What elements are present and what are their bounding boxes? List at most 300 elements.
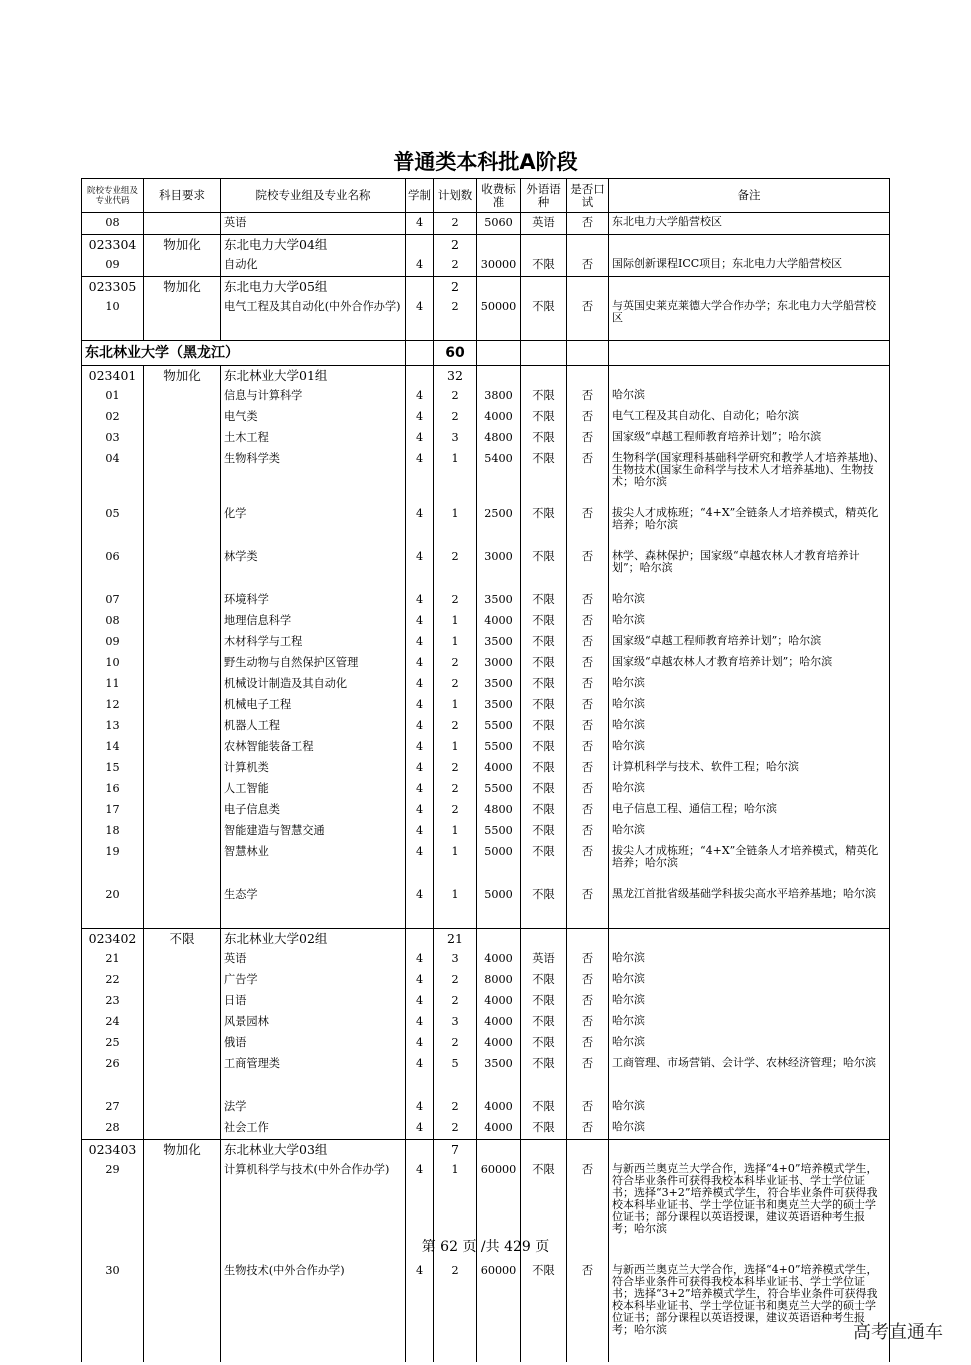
major-oral: 否 [567, 1160, 609, 1261]
major-lang: 不限 [521, 1012, 567, 1033]
table-row [82, 779, 890, 800]
major-oral: 否 [567, 885, 609, 929]
major-lang: 不限 [521, 1097, 567, 1118]
major-oral: 否 [567, 949, 609, 970]
major-years: 4 [406, 255, 434, 277]
major-fee: 4800 [477, 428, 521, 449]
group-subject: 物加化 [144, 366, 221, 387]
table-row [82, 674, 890, 695]
group-02 [82, 929, 890, 1140]
group-name: 东北林业大学02组 [221, 929, 406, 950]
major-code: 13 [82, 716, 144, 737]
major-plan: 2 [434, 297, 477, 341]
major-name: 社会工作 [221, 1118, 406, 1140]
major-plan: 2 [434, 800, 477, 821]
major-note: 哈尔滨 [609, 1118, 890, 1140]
major-fee: 3500 [477, 590, 521, 611]
major-note: 林学、森林保护；国家级“卓越农林人才教育培养计划”；哈尔滨 [609, 547, 890, 590]
table-row [82, 632, 890, 653]
major-oral: 否 [567, 1097, 609, 1118]
major-code: 20 [82, 885, 144, 929]
major-note: 计算机科学与技术、软件工程；哈尔滨 [609, 758, 890, 779]
major-years: 4 [406, 1261, 434, 1362]
major-fee: 3000 [477, 653, 521, 674]
major-lang: 不限 [521, 842, 567, 885]
major-plan: 1 [434, 737, 477, 758]
major-note: 电气工程及其自动化、自动化；哈尔滨 [609, 407, 890, 428]
major-code: 18 [82, 821, 144, 842]
major-years: 4 [406, 949, 434, 970]
major-code: 29 [82, 1160, 144, 1261]
major-code: 08 [82, 611, 144, 632]
table-row [82, 213, 890, 235]
major-oral: 否 [567, 779, 609, 800]
major-fee: 50000 [477, 297, 521, 341]
major-code: 16 [82, 779, 144, 800]
admission-plan-table [81, 178, 890, 1362]
major-name: 化学 [221, 504, 406, 547]
major-fee: 4000 [477, 407, 521, 428]
major-lang: 不限 [521, 1054, 567, 1097]
major-note: 哈尔滨 [609, 1033, 890, 1054]
major-name: 自动化 [221, 255, 406, 277]
major-fee: 30000 [477, 255, 521, 277]
major-fee: 5500 [477, 737, 521, 758]
major-lang: 不限 [521, 1033, 567, 1054]
major-lang: 不限 [521, 449, 567, 504]
major-oral: 否 [567, 695, 609, 716]
table-row [82, 821, 890, 842]
major-plan: 1 [434, 695, 477, 716]
major-name: 计算机类 [221, 758, 406, 779]
table-row [82, 504, 890, 547]
group-name: 东北林业大学01组 [221, 366, 406, 387]
major-note: 与英国史莱克莱德大学合作办学；东北电力大学船营校区 [609, 297, 890, 341]
major-oral: 否 [567, 842, 609, 885]
group-023305 [82, 277, 890, 341]
major-plan: 3 [434, 949, 477, 970]
major-note: 与新西兰奥克兰大学合作，选择“4+0”培养模式学生，符合毕业条件可获得我校本科毕业证书、学士学位证书；选择“3+2”培养模式学生，符合毕业条件可获得我校本科毕业证书、学士学位证书和奥克兰大学的硕士学位证书；部分课程以英语授课，建议英语语种考生报考；哈尔滨 [609, 1160, 890, 1261]
major-oral: 否 [567, 632, 609, 653]
major-name: 英语 [221, 213, 406, 235]
group-subject: 物加化 [144, 277, 221, 298]
major-oral: 否 [567, 407, 609, 428]
major-plan: 2 [434, 674, 477, 695]
major-code: 23 [82, 991, 144, 1012]
major-plan: 2 [434, 590, 477, 611]
table-row [82, 1012, 890, 1033]
major-plan: 1 [434, 611, 477, 632]
major-fee: 3800 [477, 386, 521, 407]
major-fee: 8000 [477, 970, 521, 991]
major-name: 英语 [221, 949, 406, 970]
major-note: 国家级“卓越工程师教育培养计划”；哈尔滨 [609, 428, 890, 449]
table-header-row [82, 179, 890, 213]
major-fee: 4000 [477, 1033, 521, 1054]
major-note: 哈尔滨 [609, 611, 890, 632]
major-oral: 否 [567, 1033, 609, 1054]
major-name: 电子信息类 [221, 800, 406, 821]
group-name: 东北电力大学04组 [221, 235, 406, 256]
group-header-row [82, 366, 890, 387]
table-row [82, 386, 890, 407]
major-name: 木材科学与工程 [221, 632, 406, 653]
major-name: 林学类 [221, 547, 406, 590]
major-name: 生物科学类 [221, 449, 406, 504]
major-code: 02 [82, 407, 144, 428]
table-row [82, 1054, 890, 1097]
major-fee: 3500 [477, 632, 521, 653]
major-code: 12 [82, 695, 144, 716]
university-plan: 60 [434, 341, 477, 366]
group-header-row [82, 235, 890, 256]
major-lang: 不限 [521, 674, 567, 695]
group-plan: 7 [434, 1140, 477, 1161]
major-years: 4 [406, 885, 434, 929]
major-oral: 否 [567, 590, 609, 611]
major-years: 4 [406, 758, 434, 779]
major-note: 拔尖人才成栋班；“4+X”全链条人才培养模式，精英化培养；哈尔滨 [609, 504, 890, 547]
major-lang: 不限 [521, 428, 567, 449]
major-years: 4 [406, 547, 434, 590]
major-fee: 5060 [477, 213, 521, 235]
major-plan: 1 [434, 821, 477, 842]
major-plan: 2 [434, 970, 477, 991]
major-code: 08 [82, 213, 144, 235]
group-01 [82, 366, 890, 929]
major-lang: 不限 [521, 407, 567, 428]
group-subject: 不限 [144, 929, 221, 950]
group-code: 023402 [82, 929, 144, 950]
major-years: 4 [406, 386, 434, 407]
major-note: 哈尔滨 [609, 821, 890, 842]
major-lang: 不限 [521, 1118, 567, 1140]
major-note: 东北电力大学船营校区 [609, 213, 890, 235]
major-note: 哈尔滨 [609, 695, 890, 716]
major-years: 4 [406, 1097, 434, 1118]
major-plan: 1 [434, 1160, 477, 1261]
major-oral: 否 [567, 428, 609, 449]
group-code: 023304 [82, 235, 144, 256]
major-years: 4 [406, 213, 434, 235]
table-row [82, 255, 890, 277]
major-note: 国家级“卓越工程师教育培养计划”；哈尔滨 [609, 632, 890, 653]
major-code: 27 [82, 1097, 144, 1118]
major-note: 哈尔滨 [609, 1097, 890, 1118]
major-years: 4 [406, 970, 434, 991]
major-fee: 4000 [477, 1012, 521, 1033]
major-years: 4 [406, 674, 434, 695]
major-years: 4 [406, 991, 434, 1012]
major-oral: 否 [567, 1118, 609, 1140]
group-header-row [82, 277, 890, 298]
major-years: 4 [406, 428, 434, 449]
major-name: 生态学 [221, 885, 406, 929]
major-note: 哈尔滨 [609, 991, 890, 1012]
group-023304 [82, 235, 890, 277]
major-lang: 不限 [521, 800, 567, 821]
group-plan: 21 [434, 929, 477, 950]
major-name: 机械设计制造及其自动化 [221, 674, 406, 695]
major-years: 4 [406, 716, 434, 737]
major-note: 哈尔滨 [609, 779, 890, 800]
group-plan: 32 [434, 366, 477, 387]
major-oral: 否 [567, 674, 609, 695]
major-oral: 否 [567, 504, 609, 547]
header-years: 学制 [406, 179, 434, 213]
major-oral: 否 [567, 821, 609, 842]
major-years: 4 [406, 842, 434, 885]
major-fee: 4000 [477, 758, 521, 779]
major-fee: 5000 [477, 842, 521, 885]
major-name: 环境科学 [221, 590, 406, 611]
major-oral: 否 [567, 758, 609, 779]
group-header-row [82, 929, 890, 950]
major-code: 01 [82, 386, 144, 407]
table-row [82, 970, 890, 991]
major-code: 24 [82, 1012, 144, 1033]
major-code: 17 [82, 800, 144, 821]
major-fee: 3500 [477, 695, 521, 716]
major-plan: 2 [434, 1033, 477, 1054]
major-years: 4 [406, 504, 434, 547]
major-lang: 不限 [521, 297, 567, 341]
major-code: 04 [82, 449, 144, 504]
page-footer: 第 62 页 /共 429 页 [421, 1239, 550, 1255]
major-lang: 不限 [521, 885, 567, 929]
major-code: 10 [82, 297, 144, 341]
major-name: 广告学 [221, 970, 406, 991]
major-years: 4 [406, 695, 434, 716]
major-fee: 5400 [477, 449, 521, 504]
major-note: 工商管理、市场营销、会计学、农林经济管理；哈尔滨 [609, 1054, 890, 1097]
major-lang: 不限 [521, 632, 567, 653]
page-title: 普通类本科批A阶段 [393, 150, 578, 174]
table-row [82, 800, 890, 821]
major-plan: 1 [434, 504, 477, 547]
table-row [82, 1033, 890, 1054]
major-name: 法学 [221, 1097, 406, 1118]
major-lang: 不限 [521, 653, 567, 674]
major-oral: 否 [567, 716, 609, 737]
major-note: 哈尔滨 [609, 737, 890, 758]
table-row [82, 1261, 890, 1362]
group-plan: 2 [434, 235, 477, 256]
major-years: 4 [406, 407, 434, 428]
major-note: 哈尔滨 [609, 1012, 890, 1033]
major-lang: 不限 [521, 779, 567, 800]
table-row [82, 695, 890, 716]
major-plan: 1 [434, 632, 477, 653]
university-name: 东北林业大学（黑龙江） [82, 341, 406, 366]
major-plan: 2 [434, 213, 477, 235]
major-years: 4 [406, 449, 434, 504]
major-oral: 否 [567, 737, 609, 758]
header-code: 院校专业组及专业代码 [82, 179, 144, 213]
major-plan: 2 [434, 991, 477, 1012]
table-row [82, 297, 890, 341]
major-years: 4 [406, 779, 434, 800]
major-name: 人工智能 [221, 779, 406, 800]
table-row [82, 716, 890, 737]
major-note: 电子信息工程、通信工程；哈尔滨 [609, 800, 890, 821]
table-row [82, 428, 890, 449]
major-code: 19 [82, 842, 144, 885]
major-code: 05 [82, 504, 144, 547]
major-fee: 5000 [477, 885, 521, 929]
major-oral: 否 [567, 991, 609, 1012]
major-plan: 2 [434, 407, 477, 428]
major-plan: 2 [434, 1097, 477, 1118]
major-name: 土木工程 [221, 428, 406, 449]
major-lang: 不限 [521, 1160, 567, 1261]
major-years: 4 [406, 297, 434, 341]
major-name: 智能建造与智慧交通 [221, 821, 406, 842]
major-fee: 2500 [477, 504, 521, 547]
major-lang: 不限 [521, 758, 567, 779]
major-fee: 3000 [477, 547, 521, 590]
major-fee: 4000 [477, 949, 521, 970]
major-name: 日语 [221, 991, 406, 1012]
major-name: 俄语 [221, 1033, 406, 1054]
major-fee: 3500 [477, 1054, 521, 1097]
major-oral: 否 [567, 297, 609, 341]
table-row [82, 737, 890, 758]
major-oral: 否 [567, 970, 609, 991]
table-row [82, 653, 890, 674]
major-years: 4 [406, 800, 434, 821]
table-row [82, 885, 890, 929]
major-years: 4 [406, 590, 434, 611]
major-oral: 否 [567, 547, 609, 590]
major-plan: 2 [434, 386, 477, 407]
major-fee: 60000 [477, 1261, 521, 1362]
major-years: 4 [406, 653, 434, 674]
table-row [82, 547, 890, 590]
major-name: 野生动物与自然保护区管理 [221, 653, 406, 674]
major-oral: 否 [567, 653, 609, 674]
header-fee: 收费标准 [477, 179, 521, 213]
table-row [82, 449, 890, 504]
major-code: 14 [82, 737, 144, 758]
major-fee: 4000 [477, 611, 521, 632]
major-note: 哈尔滨 [609, 590, 890, 611]
table-row [82, 407, 890, 428]
major-oral: 否 [567, 1012, 609, 1033]
major-plan: 2 [434, 779, 477, 800]
major-fee: 5500 [477, 716, 521, 737]
major-lang: 不限 [521, 970, 567, 991]
group-subject: 物加化 [144, 1140, 221, 1161]
major-lang: 不限 [521, 611, 567, 632]
major-name: 风景园林 [221, 1012, 406, 1033]
major-years: 4 [406, 1118, 434, 1140]
major-code: 06 [82, 547, 144, 590]
major-oral: 否 [567, 255, 609, 277]
major-lang: 不限 [521, 590, 567, 611]
major-plan: 5 [434, 1054, 477, 1097]
major-name: 信息与计算科学 [221, 386, 406, 407]
major-note: 哈尔滨 [609, 970, 890, 991]
major-plan: 2 [434, 547, 477, 590]
major-fee: 5500 [477, 821, 521, 842]
major-note: 哈尔滨 [609, 386, 890, 407]
corner-watermark-text: 高考直通车 [853, 1322, 943, 1343]
major-code: 26 [82, 1054, 144, 1097]
major-note: 哈尔滨 [609, 949, 890, 970]
group-name: 东北电力大学05组 [221, 277, 406, 298]
major-code: 30 [82, 1261, 144, 1362]
major-code: 09 [82, 255, 144, 277]
major-code: 09 [82, 632, 144, 653]
major-name: 智慧林业 [221, 842, 406, 885]
header-note: 备注 [609, 179, 890, 213]
table-row [82, 1097, 890, 1118]
major-code: 11 [82, 674, 144, 695]
major-note: 国际创新课程ICC项目；东北电力大学船营校区 [609, 255, 890, 277]
top-continued-group [82, 213, 890, 235]
major-name: 计算机科学与技术(中外合作办学) [221, 1160, 406, 1261]
major-code: 22 [82, 970, 144, 991]
group-subject: 物加化 [144, 235, 221, 256]
major-oral: 否 [567, 449, 609, 504]
major-lang: 不限 [521, 547, 567, 590]
major-code: 03 [82, 428, 144, 449]
major-note: 黑龙江首批省级基础学科拔尖高水平培养基地；哈尔滨 [609, 885, 890, 929]
major-years: 4 [406, 1054, 434, 1097]
major-note: 哈尔滨 [609, 674, 890, 695]
major-fee: 3500 [477, 674, 521, 695]
group-name: 东北林业大学03组 [221, 1140, 406, 1161]
group-code: 023401 [82, 366, 144, 387]
major-plan: 2 [434, 1118, 477, 1140]
major-note: 哈尔滨 [609, 716, 890, 737]
major-years: 4 [406, 632, 434, 653]
table-row [82, 949, 890, 970]
major-lang: 英语 [521, 213, 567, 235]
major-code: 28 [82, 1118, 144, 1140]
major-lang: 英语 [521, 949, 567, 970]
major-note: 拔尖人才成栋班；“4+X”全链条人才培养模式，精英化培养；哈尔滨 [609, 842, 890, 885]
major-oral: 否 [567, 800, 609, 821]
major-plan: 1 [434, 842, 477, 885]
major-code: 21 [82, 949, 144, 970]
major-plan: 2 [434, 716, 477, 737]
major-fee: 4000 [477, 1118, 521, 1140]
major-fee: 5500 [477, 779, 521, 800]
header-lang: 外语语种 [521, 179, 567, 213]
major-code: 07 [82, 590, 144, 611]
major-name: 机械电子工程 [221, 695, 406, 716]
major-lang: 不限 [521, 504, 567, 547]
header-name: 院校专业组及专业名称 [221, 179, 406, 213]
major-lang: 不限 [521, 821, 567, 842]
major-plan: 3 [434, 1012, 477, 1033]
major-oral: 否 [567, 1261, 609, 1362]
major-years: 4 [406, 1033, 434, 1054]
major-name: 电气工程及其自动化(中外合作办学) [221, 297, 406, 341]
table-row [82, 758, 890, 779]
major-plan: 2 [434, 255, 477, 277]
table-row [82, 991, 890, 1012]
major-oral: 否 [567, 213, 609, 235]
header-oral: 是否口试 [567, 179, 609, 213]
major-note: 与新西兰奥克兰大学合作，选择“4+0”培养模式学生，符合毕业条件可获得我校本科毕业证书、学士学位证书；选择“3+2”培养模式学生，符合毕业条件可获得我校本科毕业证书、学士学位证书和奥克兰大学的硕士学位证书；部分课程以英语授课，建议英语语种考生报考；哈尔滨 [609, 1261, 890, 1362]
header-plan: 计划数 [434, 179, 477, 213]
major-oral: 否 [567, 1054, 609, 1097]
group-header-row [82, 1140, 890, 1161]
major-years: 4 [406, 1012, 434, 1033]
